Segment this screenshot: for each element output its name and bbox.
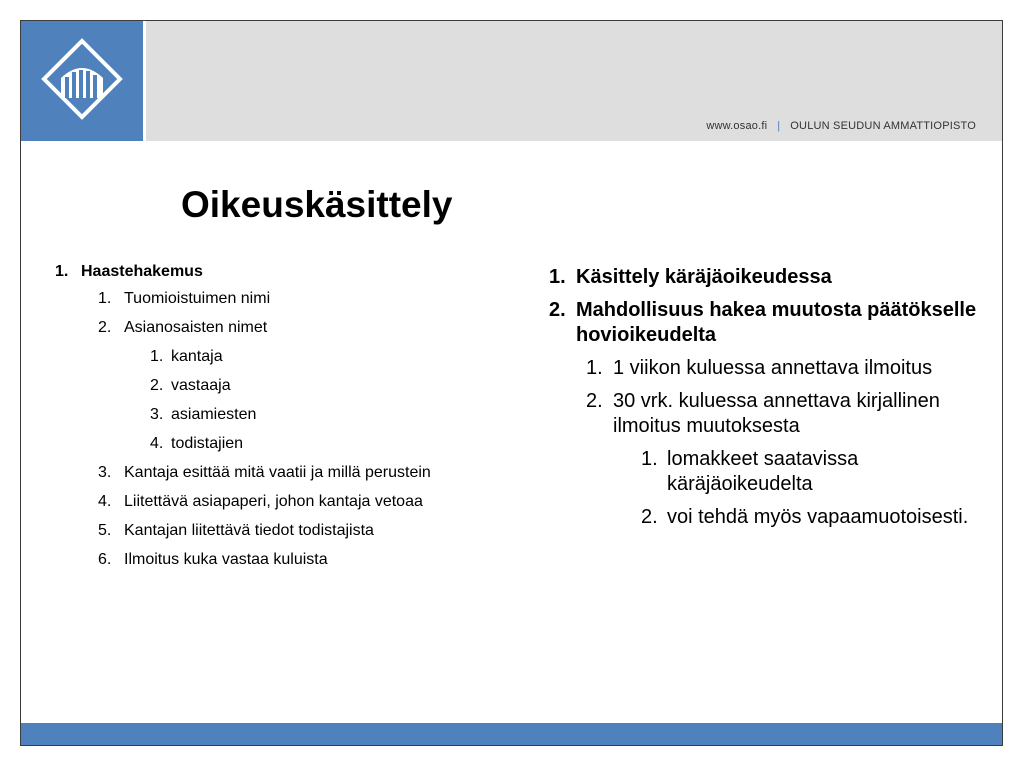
list-number: 1. (586, 357, 603, 379)
sub-list-item (641, 447, 989, 497)
list-number: 4. (98, 493, 112, 510)
list-number: 2. (549, 299, 566, 321)
sub-list-item-text: asiamiesten (171, 406, 257, 423)
list-item-text: Tuomioistuimen nimi (124, 290, 271, 307)
list-item (98, 318, 445, 338)
sub-list-item (150, 376, 445, 396)
list-number: 1. (549, 266, 566, 288)
list-item-text: Kantajan liitettävä tiedot todistajista (124, 522, 374, 539)
list-item-text: Asianosaisten nimet (124, 319, 268, 336)
list-item-text: Ilmoitus kuka vastaa kuluista (124, 551, 328, 568)
list-item-text: Liitettävä asiapaperi, johon kantaja vetoaa (124, 493, 423, 510)
list-heading-text: Mahdollisuus hakea muutosta päätökselle hovioikeudelta (576, 299, 977, 346)
website-link[interactable]: www.osao.fi (706, 120, 768, 132)
list-number: 3. (150, 406, 164, 423)
sub-list-item-text: lomakkeet saatavissa käräjäoikeudelta (667, 448, 859, 495)
list-number: 3. (98, 464, 112, 481)
list-heading-text: Haastehakemus (81, 263, 203, 280)
sub-list-item (150, 405, 445, 425)
header-text (706, 120, 976, 132)
slide (20, 20, 1003, 746)
list-heading (55, 261, 445, 283)
sub-list-item-text: vastaaja (171, 377, 231, 394)
list-number: 6. (98, 551, 112, 568)
list-number: 2. (98, 319, 112, 336)
left-column (55, 261, 445, 579)
list-item (98, 463, 445, 483)
sub-list-item-text: voi tehdä myös vapaamuotoisesti. (667, 506, 969, 528)
sub-list-item (150, 347, 445, 367)
footer-band (21, 723, 1002, 745)
list-number: 2. (641, 506, 658, 528)
sub-list-item-text: kantaja (171, 348, 223, 365)
list-number: 2. (150, 377, 164, 394)
list-number: 2. (586, 390, 603, 412)
list-heading (549, 265, 989, 290)
list-number: 1. (641, 448, 658, 470)
list-item-text: 1 viikon kuluessa annettava ilmoitus (613, 357, 933, 379)
list-number: 1. (55, 263, 69, 280)
list-item (98, 550, 445, 570)
list-item (586, 389, 989, 439)
list-item (98, 521, 445, 541)
list-number: 1. (98, 290, 112, 307)
list-number: 1. (150, 348, 164, 365)
list-item-text: Kantaja esittää mitä vaatii ja millä perustein (124, 464, 431, 481)
sub-list-item-text: todistajien (171, 435, 244, 452)
list-item (98, 492, 445, 512)
list-number: 5. (98, 522, 112, 539)
list-item-text: 30 vrk. kuluessa annettava kirjallinen ilmoitus muutoksesta (613, 390, 940, 437)
sub-list-item (641, 505, 989, 530)
header-separator: | (777, 120, 781, 132)
list-heading-text: Käsittely käräjäoikeudessa (576, 266, 832, 288)
list-number: 4. (150, 435, 164, 452)
list-item (586, 356, 989, 381)
logo-box (21, 21, 143, 141)
right-column (549, 265, 989, 538)
slide-title: Oikeuskäsittely (181, 184, 453, 225)
sub-list-item (150, 434, 445, 454)
header-band (146, 21, 1002, 141)
building-columns-logo-icon (41, 38, 123, 120)
list-heading (549, 298, 989, 348)
list-item (98, 289, 445, 309)
organization-name: OULUN SEUDUN AMMATTIOPISTO (790, 120, 976, 132)
